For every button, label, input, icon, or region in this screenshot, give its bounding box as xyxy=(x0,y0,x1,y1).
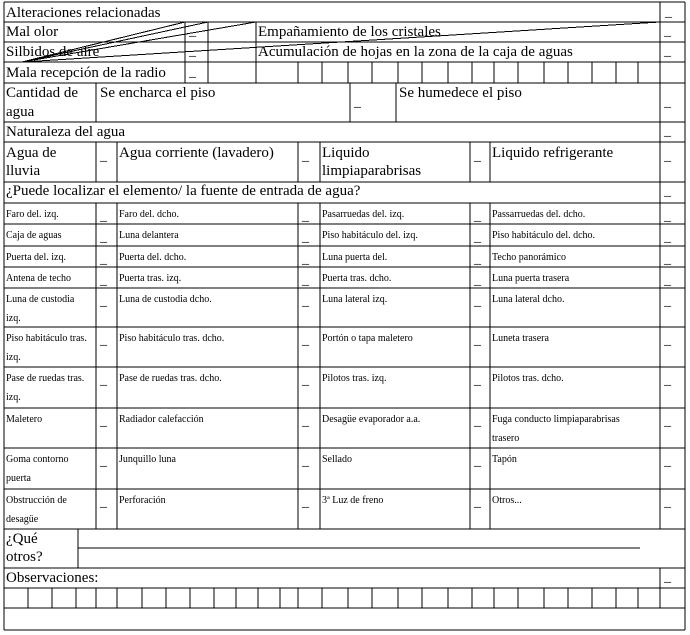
checkbox-mark[interactable]: _ xyxy=(100,209,107,224)
checkbox-mark[interactable]: _ xyxy=(664,252,671,267)
other-label-line1: ¿Qué xyxy=(6,531,38,547)
location-label: Techo panorámico xyxy=(492,252,566,263)
location-label: Puerta tras. dcho. xyxy=(322,273,392,284)
location-label: Faro del. izq. xyxy=(6,209,59,220)
checkbox-mark[interactable]: _ xyxy=(664,184,671,199)
checkbox-mark[interactable]: _ xyxy=(302,333,309,348)
checkbox-mark[interactable]: _ xyxy=(474,414,481,429)
quantity-label-line2: agua xyxy=(6,104,35,120)
checkbox-mark[interactable]: _ xyxy=(664,495,671,510)
alteration-radio-label: Mala recepción de la radio xyxy=(6,65,166,81)
checkbox-mark[interactable]: _ xyxy=(664,273,671,288)
checkbox-mark[interactable]: _ xyxy=(664,333,671,348)
nature-washer-line1: Liquido xyxy=(322,145,370,161)
location-label: Passarruedas del. dcho. xyxy=(492,209,586,220)
location-label: Otros... xyxy=(492,495,522,506)
location-label: Junquillo luna xyxy=(119,454,176,465)
checkbox-mark[interactable]: _ xyxy=(664,95,671,110)
nature-rain-line2: lluvia xyxy=(6,163,41,179)
location-label: Maletero xyxy=(6,414,43,425)
checkbox-mark[interactable]: _ xyxy=(664,414,671,429)
location-label: 3ª Luz de freno xyxy=(322,495,384,506)
checkbox-mark[interactable]: _ xyxy=(100,373,107,388)
checkbox-mark[interactable]: _ xyxy=(302,209,309,224)
nature-tap-water-label: Agua corriente (lavadero) xyxy=(119,145,274,161)
quantity-label-line1: Cantidad de xyxy=(6,85,79,101)
checkbox-mark[interactable]: _ xyxy=(100,230,107,245)
location-label: Portón o tapa maletero xyxy=(322,333,413,344)
location-label: Luna de custodia xyxy=(6,294,75,305)
location-label: Piso habitáculo del. izq. xyxy=(322,230,418,241)
quantity-floor-damp-label: Se humedece el piso xyxy=(399,85,522,101)
other-label-line2: otros? xyxy=(6,549,43,565)
checkbox-mark[interactable]: _ xyxy=(664,24,671,39)
location-label: izq. xyxy=(6,352,21,363)
location-label: desagüe xyxy=(6,514,39,525)
checkbox-mark[interactable]: _ xyxy=(665,5,672,20)
checkbox-mark[interactable]: _ xyxy=(664,294,671,309)
checkbox-mark[interactable]: _ xyxy=(100,273,107,288)
location-label: Pase de ruedas tras. xyxy=(6,373,85,384)
checkbox-mark[interactable]: _ xyxy=(189,65,196,80)
location-label: Tapón xyxy=(492,454,517,465)
checkbox-mark[interactable]: _ xyxy=(474,454,481,469)
checkbox-mark[interactable]: _ xyxy=(664,373,671,388)
nature-washer-line2: limpiaparabrisas xyxy=(322,163,422,179)
checkbox-mark[interactable]: _ xyxy=(100,252,107,267)
alteration-bad-smell-label: Mal olor xyxy=(6,24,59,40)
checkbox-mark[interactable]: _ xyxy=(100,495,107,510)
alterations-header: Alteraciones relacionadas xyxy=(6,5,161,21)
location-label: Puerta del. izq. xyxy=(6,252,66,263)
checkbox-mark[interactable]: _ xyxy=(302,495,309,510)
nature-rain-line1: Agua de xyxy=(6,145,57,161)
checkbox-mark[interactable]: _ xyxy=(302,149,309,164)
location-label: Luneta trasera xyxy=(492,333,549,344)
location-label: izq. xyxy=(6,313,21,324)
location-label: Luna puerta del. xyxy=(322,252,388,263)
location-label: Sellado xyxy=(322,454,352,465)
alteration-fogging-label: Empañamiento de los cristales xyxy=(258,24,441,40)
checkbox-mark[interactable]: _ xyxy=(100,414,107,429)
checkbox-mark[interactable]: _ xyxy=(189,44,196,59)
checkbox-mark[interactable]: _ xyxy=(354,95,361,110)
location-label: Piso habitáculo tras. xyxy=(6,333,87,344)
checkbox-mark[interactable]: _ xyxy=(474,252,481,267)
checkbox-mark[interactable]: _ xyxy=(474,209,481,224)
locate-question: ¿Puede localizar el elemento/ la fuente de entrada de agua? xyxy=(6,183,361,199)
checkbox-mark[interactable]: _ xyxy=(474,149,481,164)
location-label: Faro del. dcho. xyxy=(119,209,179,220)
checkbox-mark[interactable]: _ xyxy=(189,24,196,39)
location-label: Goma contorno xyxy=(6,454,69,465)
checkbox-mark[interactable]: _ xyxy=(302,273,309,288)
location-label: Luna delantera xyxy=(119,230,179,241)
checkbox-mark[interactable]: _ xyxy=(474,273,481,288)
checkbox-mark[interactable]: _ xyxy=(664,209,671,224)
observations-label: Observaciones: xyxy=(6,570,99,586)
checkbox-mark[interactable]: _ xyxy=(474,230,481,245)
checkbox-mark[interactable]: _ xyxy=(100,149,107,164)
checkbox-mark[interactable]: _ xyxy=(100,294,107,309)
quantity-floor-pools-label: Se encharca el piso xyxy=(100,85,216,101)
location-label: Radiador calefacción xyxy=(119,414,204,425)
checkbox-mark[interactable]: _ xyxy=(664,454,671,469)
location-label: puerta xyxy=(6,473,31,484)
location-label: trasero xyxy=(492,433,520,444)
location-label: Obstrucción de xyxy=(6,495,67,506)
location-label: Pasarruedas del. izq. xyxy=(322,209,405,220)
location-label: Puerta del. dcho. xyxy=(119,252,187,263)
location-label: Pilotos tras. dcho. xyxy=(492,373,564,384)
checkbox-mark[interactable]: _ xyxy=(302,294,309,309)
location-label: Desagüe evaporador a.a. xyxy=(322,414,421,425)
checkbox-mark[interactable]: _ xyxy=(100,454,107,469)
checkbox-mark[interactable]: _ xyxy=(302,252,309,267)
checkbox-mark[interactable]: _ xyxy=(302,230,309,245)
checkbox-mark[interactable]: _ xyxy=(302,373,309,388)
location-label: Pilotos tras. izq. xyxy=(322,373,387,384)
location-label: Luna lateral dcho. xyxy=(492,294,565,305)
location-label: izq. xyxy=(6,392,21,403)
checkbox-mark[interactable]: _ xyxy=(474,373,481,388)
checkbox-mark[interactable]: _ xyxy=(664,570,671,585)
checkbox-mark[interactable]: _ xyxy=(474,333,481,348)
alteration-air-whistle-label: Silbidos de aire xyxy=(6,44,100,60)
checkbox-mark[interactable]: _ xyxy=(100,333,107,348)
checkbox-mark[interactable]: _ xyxy=(664,44,671,59)
location-label: Pase de ruedas tras. dcho. xyxy=(119,373,222,384)
checkbox-mark[interactable]: _ xyxy=(664,124,671,139)
alteration-leaves-label: Acumulación de hojas en la zona de la caja de aguas xyxy=(258,44,573,60)
location-label: Piso habitáculo del. dcho. xyxy=(492,230,596,241)
location-label: Fuga conducto limpiaparabrisas xyxy=(492,414,620,425)
checkbox-mark[interactable]: _ xyxy=(474,294,481,309)
location-label: Luna lateral izq. xyxy=(322,294,388,305)
location-label: Luna de custodia dcho. xyxy=(119,294,212,305)
checkbox-mark[interactable]: _ xyxy=(302,454,309,469)
checkbox-mark[interactable]: _ xyxy=(474,495,481,510)
location-label: Caja de aguas xyxy=(6,230,62,241)
nature-title: Naturaleza del agua xyxy=(6,124,126,140)
location-label: Antena de techo xyxy=(6,273,71,284)
checkbox-mark[interactable]: _ xyxy=(302,414,309,429)
location-label: Perforación xyxy=(119,495,166,506)
location-label: Piso habitáculo tras. dcho. xyxy=(119,333,225,344)
nature-coolant-label: Liquido refrigerante xyxy=(492,145,614,161)
location-label: Puerta tras. izq. xyxy=(119,273,182,284)
checkbox-mark[interactable]: _ xyxy=(664,230,671,245)
checkbox-mark[interactable]: _ xyxy=(664,149,671,164)
location-label: Luna puerta trasera xyxy=(492,273,570,284)
